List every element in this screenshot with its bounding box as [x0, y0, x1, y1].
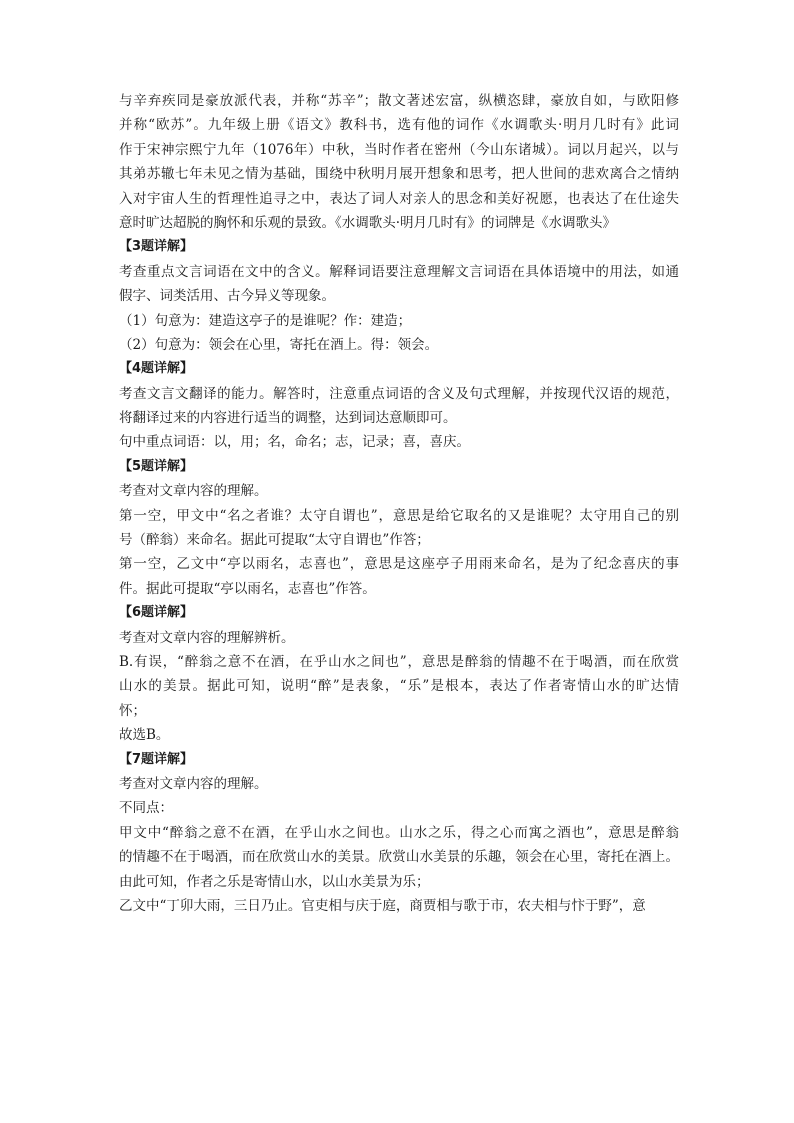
text-line: 作于宋神宗熙宁九年（1076年）中秋，当时作者在密州（今山东诸城）。词以月起兴，以与 [119, 141, 679, 158]
text-line: 号（醉翁）来命名。据此可提取“太守自谓也”作答； [119, 532, 430, 549]
section-heading: 【5题详解】 [119, 458, 194, 474]
text-line: 怀； [119, 702, 146, 719]
section-heading: 【7题详解】 [119, 751, 194, 767]
paragraph [119, 504, 679, 553]
text-line: 与辛弃疾同是豪放派代表，并称“苏辛”；散文著述宏富，纵横恣肆，豪放自如，与欧阳修 [119, 93, 679, 109]
text-line: 乙文中“丁卯大雨，三日乃止。官吏相与庆于庭，商贾相与歌于市，农夫相与忭于野”，意 [119, 897, 646, 914]
paragraph [119, 552, 679, 601]
paragraph [119, 430, 679, 454]
paragraph [119, 626, 679, 650]
text-line: 考查对文章内容的理解辨析。 [119, 629, 295, 646]
document-page [119, 89, 679, 918]
paragraph [119, 260, 679, 309]
text-line: 并称“欧苏”。九年级上册《语文》教科书，选有他的词作《水调歌头·明月几时有》此词 [119, 117, 679, 134]
paragraph [119, 894, 679, 918]
text-line: 不同点： [119, 800, 173, 817]
paragraph [119, 479, 679, 503]
text-line: 件。据此可提取“亭以雨名，志喜也”作答。 [119, 580, 376, 597]
paragraph [119, 309, 679, 333]
text-line: B.有误，“醉翁之意不在酒，在乎山水之间也”，意思是醉翁的情趣不在于喝酒，而在欣赏 [119, 653, 679, 670]
paragraph [119, 821, 679, 894]
text-line: 故选B。 [119, 727, 170, 744]
section-heading: 【3题详解】 [119, 239, 194, 255]
section-heading: 【6题详解】 [119, 605, 194, 621]
text-line: 第一空，乙文中“亭以雨名，志喜也”，意思是这座亭子用雨来命名，是为了纪念喜庆的事 [119, 556, 679, 573]
text-line: 假字、词类活用、古今异义等现象。 [119, 288, 335, 305]
text-line: 考查对文章内容的理解。 [119, 775, 268, 792]
paragraph [119, 650, 679, 723]
text-line: 甲文中“醉翁之意不在酒，在乎山水之间也。山水之乐，得之心而寓之酒也”，意思是醉翁 [119, 824, 679, 841]
text-line: 由此可知，作者之乐是寄情山水，以山水美景为乐； [119, 873, 430, 890]
text-line: 考查重点文言词语在文中的含义。解释词语要注意理解文言词语在具体语境中的用法，如通 [119, 263, 679, 280]
text-line: 第一空，甲文中“名之者谁？太守自谓也”，意思是给它取名的又是谁呢？太守用自己的别 [119, 507, 679, 524]
text-line: （2）句意为：领会在心里，寄托在酒上。得：领会。 [119, 336, 439, 353]
text-line: 意时旷达超脱的胸怀和乐观的景致。《水调歌头·明月几时有》的词牌是《水调歌头》 [119, 214, 617, 231]
paragraph [119, 333, 679, 357]
paragraph [119, 796, 679, 820]
paragraph [119, 772, 679, 796]
text-line: 其弟苏辙七年未见之情为基础，围绕中秋明月展开想象和思考，把人世间的悲欢离合之情纳 [119, 166, 679, 183]
text-line: 考查对文章内容的理解。 [119, 483, 268, 500]
text-line: 山水的美景。据此可知，说明“醉”是表象，“乐”是根本，表达了作者寄情山水的旷达情 [119, 678, 679, 695]
section-heading: 【4题详解】 [119, 361, 194, 377]
paragraph [119, 723, 679, 747]
paragraph [119, 89, 679, 235]
text-line: （1）句意为：建造这亭子的是谁呢？作：建造； [119, 312, 412, 329]
text-line: 句中重点词语：以，用；名，命名；志，记录；喜，喜庆。 [119, 434, 470, 451]
paragraph [119, 382, 679, 431]
text-line: 考查文言文翻译的能力。解答时，注意重点词语的含义及句式理解，并按现代汉语的规范， [119, 385, 679, 402]
text-line: 入对宇宙人生的哲理性追寻之中，表达了词人对亲人的思念和美好祝愿，也表达了在仕途失 [119, 190, 679, 207]
text-line: 的情趣不在于喝酒，而在欣赏山水的美景。欣赏山水美景的乐趣，领会在心里，寄托在酒上。 [119, 849, 679, 866]
text-line: 将翻译过来的内容进行适当的调整，达到词达意顺即可。 [119, 410, 457, 427]
